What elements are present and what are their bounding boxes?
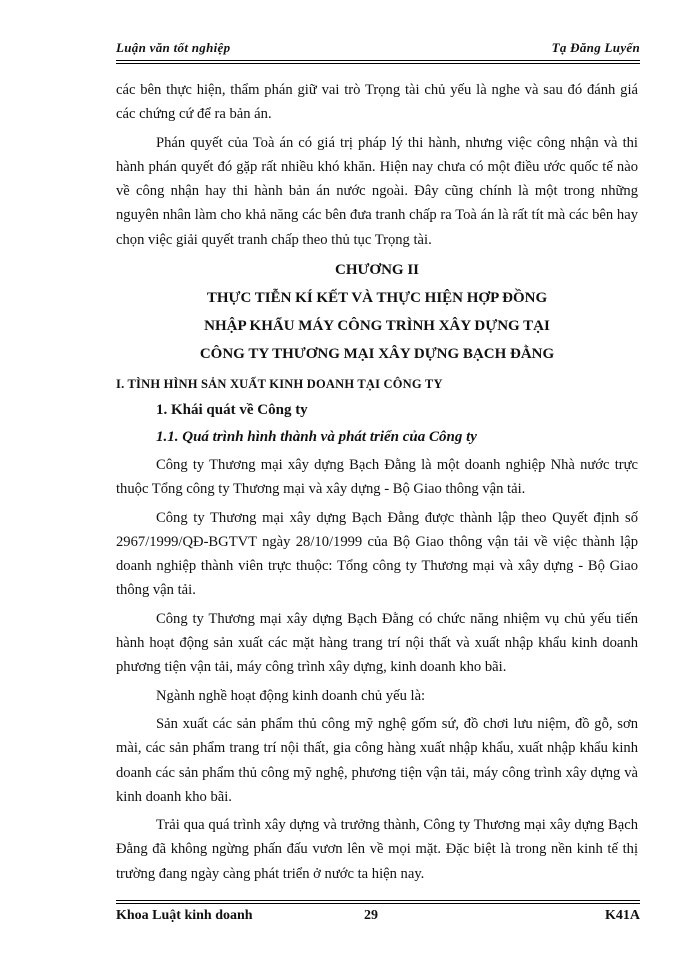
- paragraph-intro-1: các bên thực hiện, thẩm phán giữ vai trò Trọng tài chủ yếu là nghe và sau đó đánh giá các chứng cứ để ra bản án.: [116, 82, 638, 123]
- chapter-title-line-3: CÔNG TY THƯƠNG MẠI XÂY DỰNG BẠCH ĐẰNG: [199, 346, 555, 363]
- paragraph-main-5: Sản xuất các sản phẩm thủ công mỹ nghệ gốm sứ, đồ chơi lưu niệm, đồ gỗ, sơn mài, các sản phẩm trang trí nội thất, gia công hàng xuất nhập khẩu, xuất nhập khẩu kinh doanh các sản phẩm thủ công mỹ nghệ, phương tiện vận tải, máy công trình xây dựng và kinh doanh kho bãi.: [116, 715, 638, 805]
- footer-class-code: K41A: [605, 908, 640, 923]
- footer-rule-double: [116, 903, 640, 904]
- paragraph-main-6: Trải qua quá trình xây dựng và trưởng thành, Công ty Thương mại xây dựng Bạch Đằng đã không ngừng phấn đấu vươn lên về mọi mặt. Đặc biệt là trong nền kinh tế thị trường đang ngày càng phát triển ở nước ta hiện nay.: [116, 817, 638, 882]
- subsection-heading: 1. Khái quát về Công ty: [156, 402, 308, 419]
- footer-faculty: Khoa Luật kinh doanh: [116, 908, 253, 923]
- chapter-title-line-1: THỰC TIỄN KÍ KẾT VÀ THỰC HIỆN HỢP ĐỒNG: [206, 290, 548, 307]
- page-number: 29: [364, 908, 378, 923]
- paragraph-main-2: Công ty Thương mại xây dựng Bạch Đằng được thành lập theo Quyết định số 2967/1999/QĐ-BGTVT ngày 28/10/1999 của Bộ Giao thông vận tải về việc thành lập doanh nghiệp thành viên trực thuộc: Tổng công ty Thương mại và xây dựng - Bộ Giao thông vận tải.: [116, 509, 638, 599]
- header-thesis-label: Luận văn tốt nghiệp: [116, 40, 231, 55]
- section-heading: I. TÌNH HÌNH SẢN XUẤT KINH DOANH TẠI CÔNG TY: [116, 377, 443, 392]
- paragraph-main-1: Công ty Thương mại xây dựng Bạch Đằng là một doanh nghiệp Nhà nước trực thuộc Tổng công ty Thương mại và xây dựng - Bộ Giao thông vận tải.: [116, 456, 638, 498]
- footer-rule: [116, 900, 640, 901]
- header-rule-double: [116, 63, 640, 64]
- paragraph-main-3: Công ty Thương mại xây dựng Bạch Đằng có chức năng nhiệm vụ chủ yếu tiến hành hoạt động sản xuất các mặt hàng trang trí nội thất và xuất nhập khẩu kinh doanh phương tiện vận tải, máy công trình xây dựng, kinh doanh kho bãi.: [116, 610, 638, 676]
- page-body: [116, 78, 638, 890]
- page-header: [116, 40, 640, 62]
- paragraph-main-4: Ngành nghề hoạt động kinh doanh chủ yếu là:: [156, 687, 426, 704]
- subsubsection-heading: 1.1. Quá trình hình thành và phát triển của Công ty: [156, 428, 477, 445]
- chapter-title-line-2: NHẬP KHẨU MÁY CÔNG TRÌNH XÂY DỰNG TẠI: [204, 318, 550, 335]
- page-footer: [116, 908, 640, 930]
- header-rule: [116, 60, 640, 61]
- chapter-number: CHƯƠNG II: [334, 262, 420, 279]
- header-author-name: Tạ Đăng Luyến: [551, 40, 640, 55]
- paragraph-intro-2: Phán quyết của Toà án có giá trị pháp lý thi hành, nhưng việc công nhận và thi hành phán quyết đó gặp rất nhiều khó khăn. Hiện nay chưa có một điều ước quốc tế nào về công nhận hay thi hành bản án nước ngoài. Đây cũng chính là một trong những nguyên nhân làm cho khả năng các bên đưa tranh chấp ra Toà án là rất tít mà các bên hay chọn việc giải quyết tranh chấp theo thủ tục Trọng tài.: [116, 134, 638, 248]
